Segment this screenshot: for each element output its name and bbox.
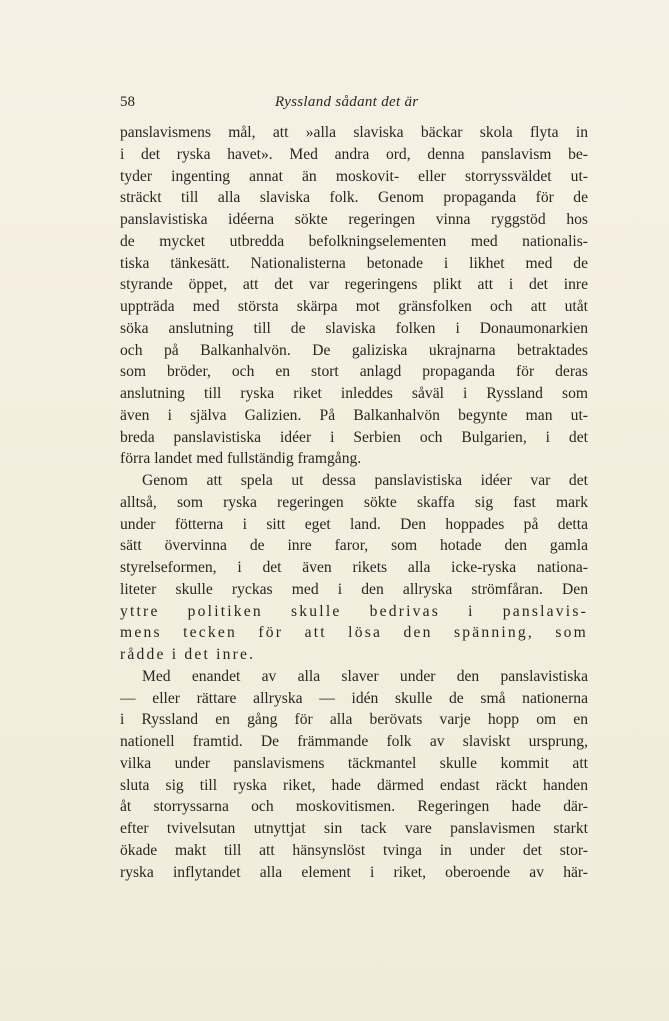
text-line: söka anslutning till de slaviska folken i Donaumonarkien [120, 319, 588, 337]
text-line: sätt övervinna de inre faror, som hotade den gamla [120, 537, 588, 555]
text-line: ryska inflytandet alla element i riket, oberoende av här- [120, 863, 588, 881]
page-number: 58 [120, 94, 135, 110]
text-line: — eller rättare allryska — idén skulle de små nationerna [120, 689, 588, 707]
text-line: och på Balkanhalvön. De galiziska ukrajnarna betraktades [120, 341, 588, 359]
text-line: alltså, som ryska regeringen sökte skaffa sig fast mark [120, 493, 588, 511]
text-line: Med enandet av alla slaver under den panslavistiska [142, 667, 588, 685]
text-line-emphasis: rådde i det inre. [120, 646, 256, 663]
text-line: tiska tänkesätt. Nationalisterna betonade i likhet med de [120, 254, 588, 272]
running-title: Ryssland sådant det är [275, 94, 419, 110]
text-line-emphasis: mens tecken för att lösa den spänning, som [120, 624, 588, 642]
text-line: under fötterna i sitt eget land. Den hoppades på detta [120, 515, 588, 533]
text-line: breda panslavistiska idéer i Serbien och Bulgarien, i det [120, 428, 588, 446]
body-text [120, 122, 588, 883]
text-line: styrelseformen, i det även rikets alla icke-ryska nationa- [120, 559, 588, 576]
text-line: de mycket utbredda befolkningselementen med nationalis- [120, 232, 588, 250]
text-line: nationell framtid. De främmande folk av slaviskt ursprung, [120, 733, 588, 750]
text-line: sträckt till alla slaviska folk. Genom propaganda för de [120, 189, 588, 207]
text-line: i det ryska havet». Med andra ord, denna panslavism be- [120, 145, 588, 163]
text-line: tyder ingenting annat än moskovit- eller storryssväldet ut- [120, 167, 588, 185]
text-line: panslavismens mål, att »alla slaviska bäckar skola flyta in [120, 124, 588, 141]
text-line: anslutning till ryska riket inleddes såväl i Ryssland som [120, 385, 588, 402]
text-line: panslavistiska idéerna sökte regeringen vinna ryggstöd hos [120, 211, 588, 228]
text-line: vilka under panslavismens täckmantel skulle kommit att [120, 754, 588, 772]
text-line: åt storryssarna och moskovitismen. Regeringen hade där- [120, 798, 588, 816]
text-line: liteter skulle ryckas med i den allryska strömfåran. Den [120, 580, 588, 598]
text-line: i Ryssland en gång för alla berövats varje hopp om en [120, 711, 588, 729]
text-line: styrande öppet, att det var regeringens plikt att i det inre [120, 276, 588, 294]
text-line: även i själva Galizien. På Balkanhalvön begynte man ut- [120, 406, 588, 424]
page-header [120, 92, 588, 112]
text-line: ökade makt till att hänsynslöst tvinga in under det stor- [120, 841, 588, 859]
text-line: sluta sig till ryska riket, hade därmed endast räckt handen [120, 776, 588, 794]
text-line: förra landet med fullständig framgång. [120, 450, 362, 468]
text-line: uppträda med största skärpa mot gränsfolken och att utåt [120, 298, 588, 315]
text-line: Genom att spela ut dessa panslavistiska idéer var det [142, 472, 588, 489]
text-line: som bröder, och en stort anlagd propaganda för deras [120, 363, 588, 381]
text-line-emphasis: yttre politiken skulle bedrivas i panslavis- [120, 602, 588, 620]
text-line: efter tvivelsutan utnyttjat sin tack vare panslavismen starkt [120, 820, 588, 837]
